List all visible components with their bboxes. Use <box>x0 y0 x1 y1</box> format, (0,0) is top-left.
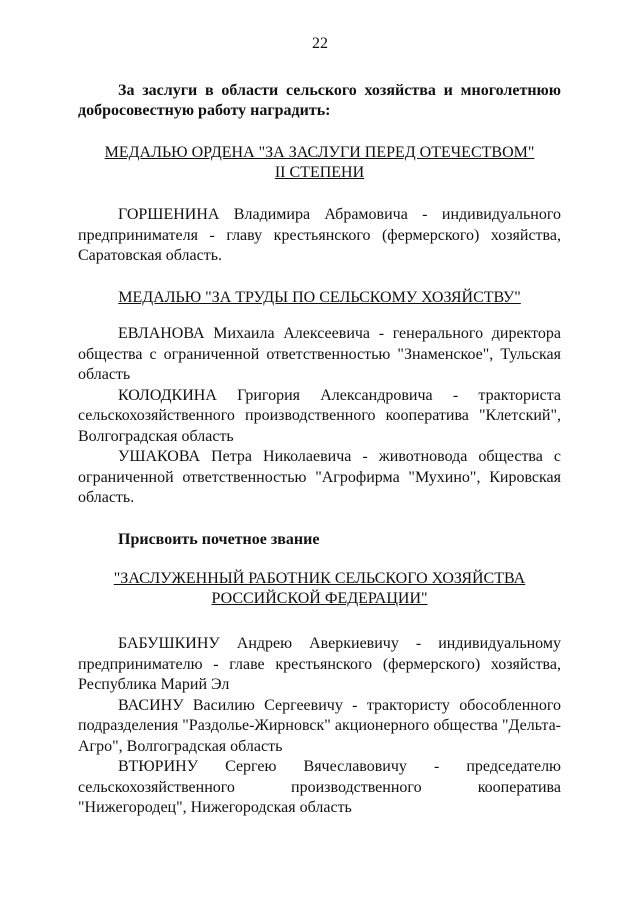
award-entry: ВТЮРИНУ Сергею Вячеславовичу - председателю сельскохозяйственного производственного кооператива "Нижегородец", Нижегородская область <box>78 758 561 816</box>
section-medal-agriculture <box>78 324 561 509</box>
heading-honored-worker <box>78 569 561 609</box>
award-entry: УШАКОВА Петра Николаевича - животновода общества с ограниченной ответственностью "Агрофирма "Мухино", Кировская область. <box>78 448 561 506</box>
heading-line: МЕДАЛЬЮ ОРДЕНА "ЗА ЗАСЛУГИ ПЕРЕД ОТЕЧЕСТВОМ" <box>104 144 535 161</box>
award-entry: ВАСИНУ Василию Сергеевичу - трактористу обособленного подразделения "Раздолье-Жирновск" акционерного общества "Дельта-Агро", Волгоградская область <box>78 696 561 755</box>
heading-medal-order <box>78 143 561 183</box>
page-number: 22 <box>312 35 328 52</box>
heading-medal-agriculture <box>78 288 561 308</box>
award-entry: ГОРШЕНИНА Владимира Абрамовича - индивидуального предпринимателя - главу крестьянского (фермерского) хозяйства, Саратовская область. <box>78 206 561 264</box>
heading-line: РОССИЙСКОЙ ФЕДЕРАЦИИ" <box>211 590 428 607</box>
award-entry: КОЛОДКИНА Григория Александровича - тракториста сельскохозяйственного производственного кооператива "Клетский", Волгоградская область <box>78 386 561 445</box>
section-honored-worker <box>78 634 561 819</box>
intro-paragraph: За заслуги в области сельского хозяйства и многолетнюю добросовестную работу наградить: <box>78 82 561 119</box>
heading-line: МЕДАЛЬЮ "ЗА ТРУДЫ ПО СЕЛЬСКОМУ ХОЗЯЙСТВУ" <box>118 289 521 306</box>
award-entry: БАБУШКИНУ Андрею Аверкиевичу - индивидуальному предпринимателю - главе крестьянского (фермерского) хозяйства, Республика Марий Эл <box>78 635 561 693</box>
section-medal-order <box>78 205 561 267</box>
heading-line: "ЗАСЛУЖЕННЫЙ РАБОТНИК СЕЛЬСКОГО ХОЗЯЙСТВА <box>113 570 526 587</box>
award-title: Присвоить почетное звание <box>118 531 320 548</box>
heading-line: II СТЕПЕНИ <box>274 164 365 181</box>
award-entry: ЕВЛАНОВА Михаила Алексеевича - генерального директора общества с ограниченной ответственностью "Знаменское", Тульская область <box>78 325 561 383</box>
